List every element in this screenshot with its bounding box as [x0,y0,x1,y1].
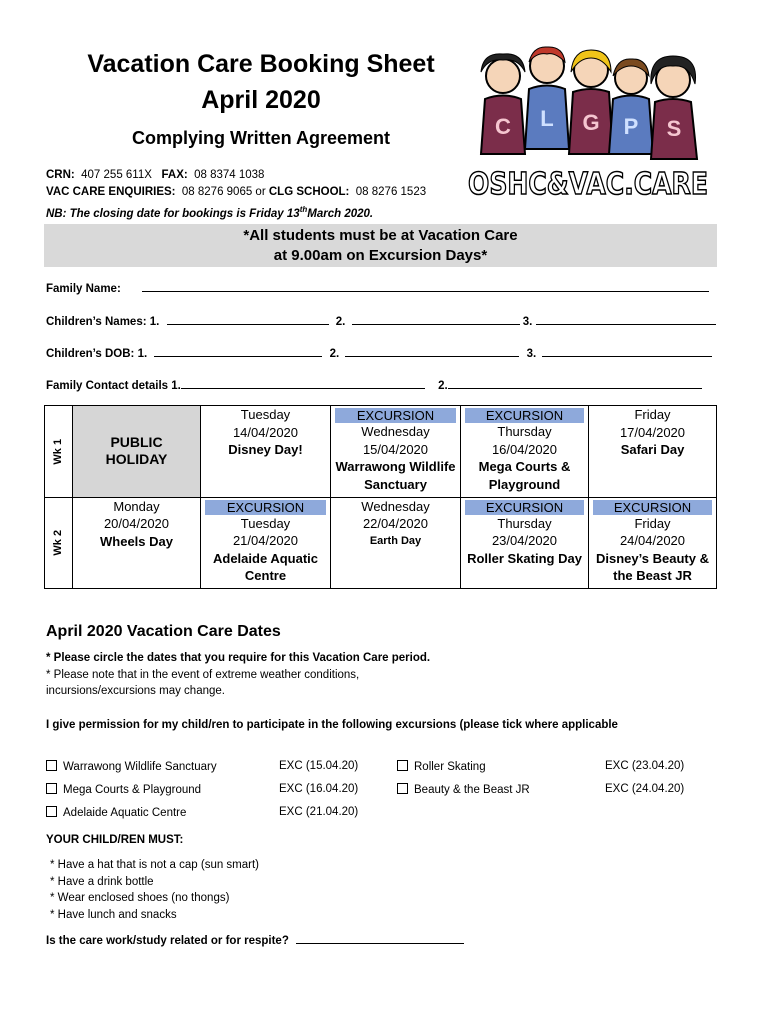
day-name: Wednesday [361,498,430,514]
day-name: Monday [113,498,160,514]
child-dob-2-label: 2. [329,348,340,360]
excursion-tag: EXCURSION [465,500,584,515]
day-date: 22/04/2020 [362,516,429,531]
children-dob-label: Children’s DOB: 1. [46,348,148,360]
day-event: Adelaide Aquatic Centre [213,550,318,583]
day-event: Earth Day [369,534,422,547]
logo-wordmark: OSHC&VAC.CARE [468,167,708,202]
week-2-label-cell [45,497,73,589]
excursion-name: Warrawong Wildlife Sanctuary [63,761,217,773]
excursion-option-beauty-beast[interactable] [397,783,530,796]
family-name-input[interactable] [142,280,709,292]
day-name: Tuesday [240,515,291,531]
closing-note: NB: The closing date for bookings is Friday 13 [46,207,300,220]
enquiries-value: 08 8276 9065 or [181,186,266,198]
excursion-code: EXC (21.04.20) [279,806,359,818]
children-dob-row [46,345,712,360]
requirement-item: * Have a hat that is not a cap (sun smart) [50,859,260,871]
excursion-tag: EXCURSION [593,500,712,515]
logo-letter-l: L [540,106,554,131]
day-date: 14/04/2020 [232,424,299,440]
excursion-option-roller-skating[interactable] [397,760,486,773]
week-1-label-cell [45,406,73,498]
contact-2-label: 2. [438,380,448,392]
children-names-row [46,313,716,328]
excursion-checkbox[interactable] [397,783,408,794]
requirements-title: YOUR CHILD/REN MUST: [46,834,184,846]
fax-label: FAX: [161,169,188,181]
excursion-option-aquatic-centre[interactable] [46,806,186,819]
children-names-label: Children’s Names: 1. [46,316,160,328]
day-name: Friday [634,407,671,422]
child-dob-2-input[interactable] [345,345,519,357]
school-label: CLG SCHOOL: [268,186,350,198]
title-line-2: April 2020 [201,86,321,114]
crn-value: 407 255 611X [81,169,152,181]
day-date: 24/04/2020 [619,533,686,548]
public-holiday-line-2: HOLIDAY [105,451,168,468]
day-name: Tuesday [240,407,291,422]
contact-1-input[interactable] [181,377,425,389]
logo-letter-g: G [582,110,600,135]
banner-line-1: *All students must be at Vacation Care [243,227,518,244]
calendar-table [44,405,717,589]
title-line-1: Vacation Care Booking Sheet [87,50,435,78]
day-date: 17/04/2020 [619,424,686,440]
oshc-logo [463,44,713,202]
excursion-tag: EXCURSION [465,408,584,423]
excursion-checkbox[interactable] [397,760,408,771]
day-date: 21/04/2020 [232,533,299,548]
requirement-item: * Wear enclosed shoes (no thongs) [50,892,230,904]
care-purpose-label: Is the care work/study related or for respite? [46,935,289,947]
day-event: Safari Day [620,442,685,457]
excursion-checkbox[interactable] [46,783,57,794]
page-subtitle: Complying Written Agreement [131,128,391,148]
child-dob-3-label: 3. [526,348,537,360]
contact-2-input[interactable] [448,377,702,389]
child-dob-3-input[interactable] [542,345,712,357]
excursion-name: Mega Courts & Playground [63,784,202,796]
day-event: Warrawong Wildlife Sanctuary [335,459,456,492]
child-name-3-label: 3. [522,316,533,328]
week-2-row [45,497,717,589]
day-cell-16-04[interactable] [461,406,589,498]
closing-note-sup: th [299,205,308,214]
family-name-label: Family Name: [46,283,121,295]
week-1-label: Wk 1 [51,438,64,465]
day-cell-15-04[interactable] [331,406,461,498]
day-name: Thursday [497,515,552,531]
excursion-tag: EXCURSION [335,408,456,423]
day-date: 23/04/2020 [491,533,558,548]
excursion-name: Adelaide Aquatic Centre [63,807,187,819]
excursion-option-warrawong[interactable] [46,760,217,773]
excursion-tag: EXCURSION [205,500,326,515]
excursion-code: EXC (23.04.20) [605,760,685,772]
contact-block [46,167,426,223]
permission-statement: I give permission for my child/ren to participate in the following excursions (please tick where applicable [46,719,618,731]
excursion-name: Beauty & the Beast JR [414,784,530,796]
child-name-3-input[interactable] [536,313,716,325]
banner-line-2: at 9.00am on Excursion Days* [273,247,488,264]
day-name: Wednesday [361,424,430,439]
logo-letter-s: S [666,116,682,141]
fax-value: 08 8374 1038 [194,169,265,181]
public-holiday-line-1: PUBLIC [110,433,163,450]
dates-notes [46,650,430,700]
day-cell-14-04[interactable] [201,406,331,498]
day-event: Disney Day! [228,442,303,457]
page-title [46,46,476,118]
excursion-option-mega-courts[interactable] [46,783,201,796]
dates-section-title: April 2020 Vacation Care Dates [46,623,281,640]
kids-illustration [463,44,713,202]
note-weather-cont: incursions/excursions may change. [46,685,225,697]
child-name-2-label: 2. [335,316,346,328]
day-event: Wheels Day [100,533,173,549]
excursion-code: EXC (24.04.20) [605,783,685,795]
day-cell-21-04[interactable] [201,497,331,589]
school-value: 08 8276 1523 [355,186,427,198]
day-date: 16/04/2020 [491,441,558,457]
day-cell-24-04[interactable] [589,497,717,589]
child-dob-1-input[interactable] [154,345,322,357]
requirement-item: * Have lunch and snacks [50,908,177,921]
logo-letter-p: P [623,114,639,139]
day-date: 20/04/2020 [103,516,170,531]
excursion-banner [44,224,717,267]
requirements-list [50,857,259,923]
family-name-row [46,280,709,295]
requirement-item: * Have a drink bottle [50,875,154,888]
closing-note-end: March 2020. [307,207,374,220]
excursion-code: EXC (16.04.20) [279,783,359,795]
day-event: Mega Courts & Playground [478,459,571,492]
day-event: Disney’s Beauty & the Beast JR [596,550,709,583]
excursion-code: EXC (15.04.20) [279,760,359,772]
week-2-label: Wk 2 [51,529,64,556]
excursion-name: Roller Skating [414,761,486,773]
care-purpose-row [46,932,464,947]
excursion-checkbox[interactable] [46,806,57,817]
enquiries-label: VAC CARE ENQUIRIES: [46,186,176,198]
crn-label: CRN: [46,169,75,181]
excursion-checkbox[interactable] [46,760,57,771]
day-cell-17-04[interactable] [589,406,717,498]
day-name: Friday [634,515,671,531]
day-event: Roller Skating Day [467,550,582,566]
day-cell-22-04[interactable] [331,497,461,589]
day-name: Thursday [497,424,552,439]
day-cell-20-04[interactable] [73,497,201,589]
note-weather: * Please note that in the event of extreme weather conditions, [46,668,360,681]
child-name-2-input[interactable] [352,313,520,325]
week-1-row [45,406,717,498]
note-circle-dates: * Please circle the dates that you require for this Vacation Care period. [46,652,431,664]
care-purpose-input[interactable] [296,932,464,944]
family-contact-label: Family Contact details 1. [46,380,181,392]
child-name-1-input[interactable] [167,313,329,325]
family-contact-row [46,377,702,392]
logo-letter-c: C [495,114,511,139]
public-holiday-cell [73,406,201,498]
day-date: 15/04/2020 [362,441,429,457]
day-cell-23-04[interactable] [461,497,589,589]
